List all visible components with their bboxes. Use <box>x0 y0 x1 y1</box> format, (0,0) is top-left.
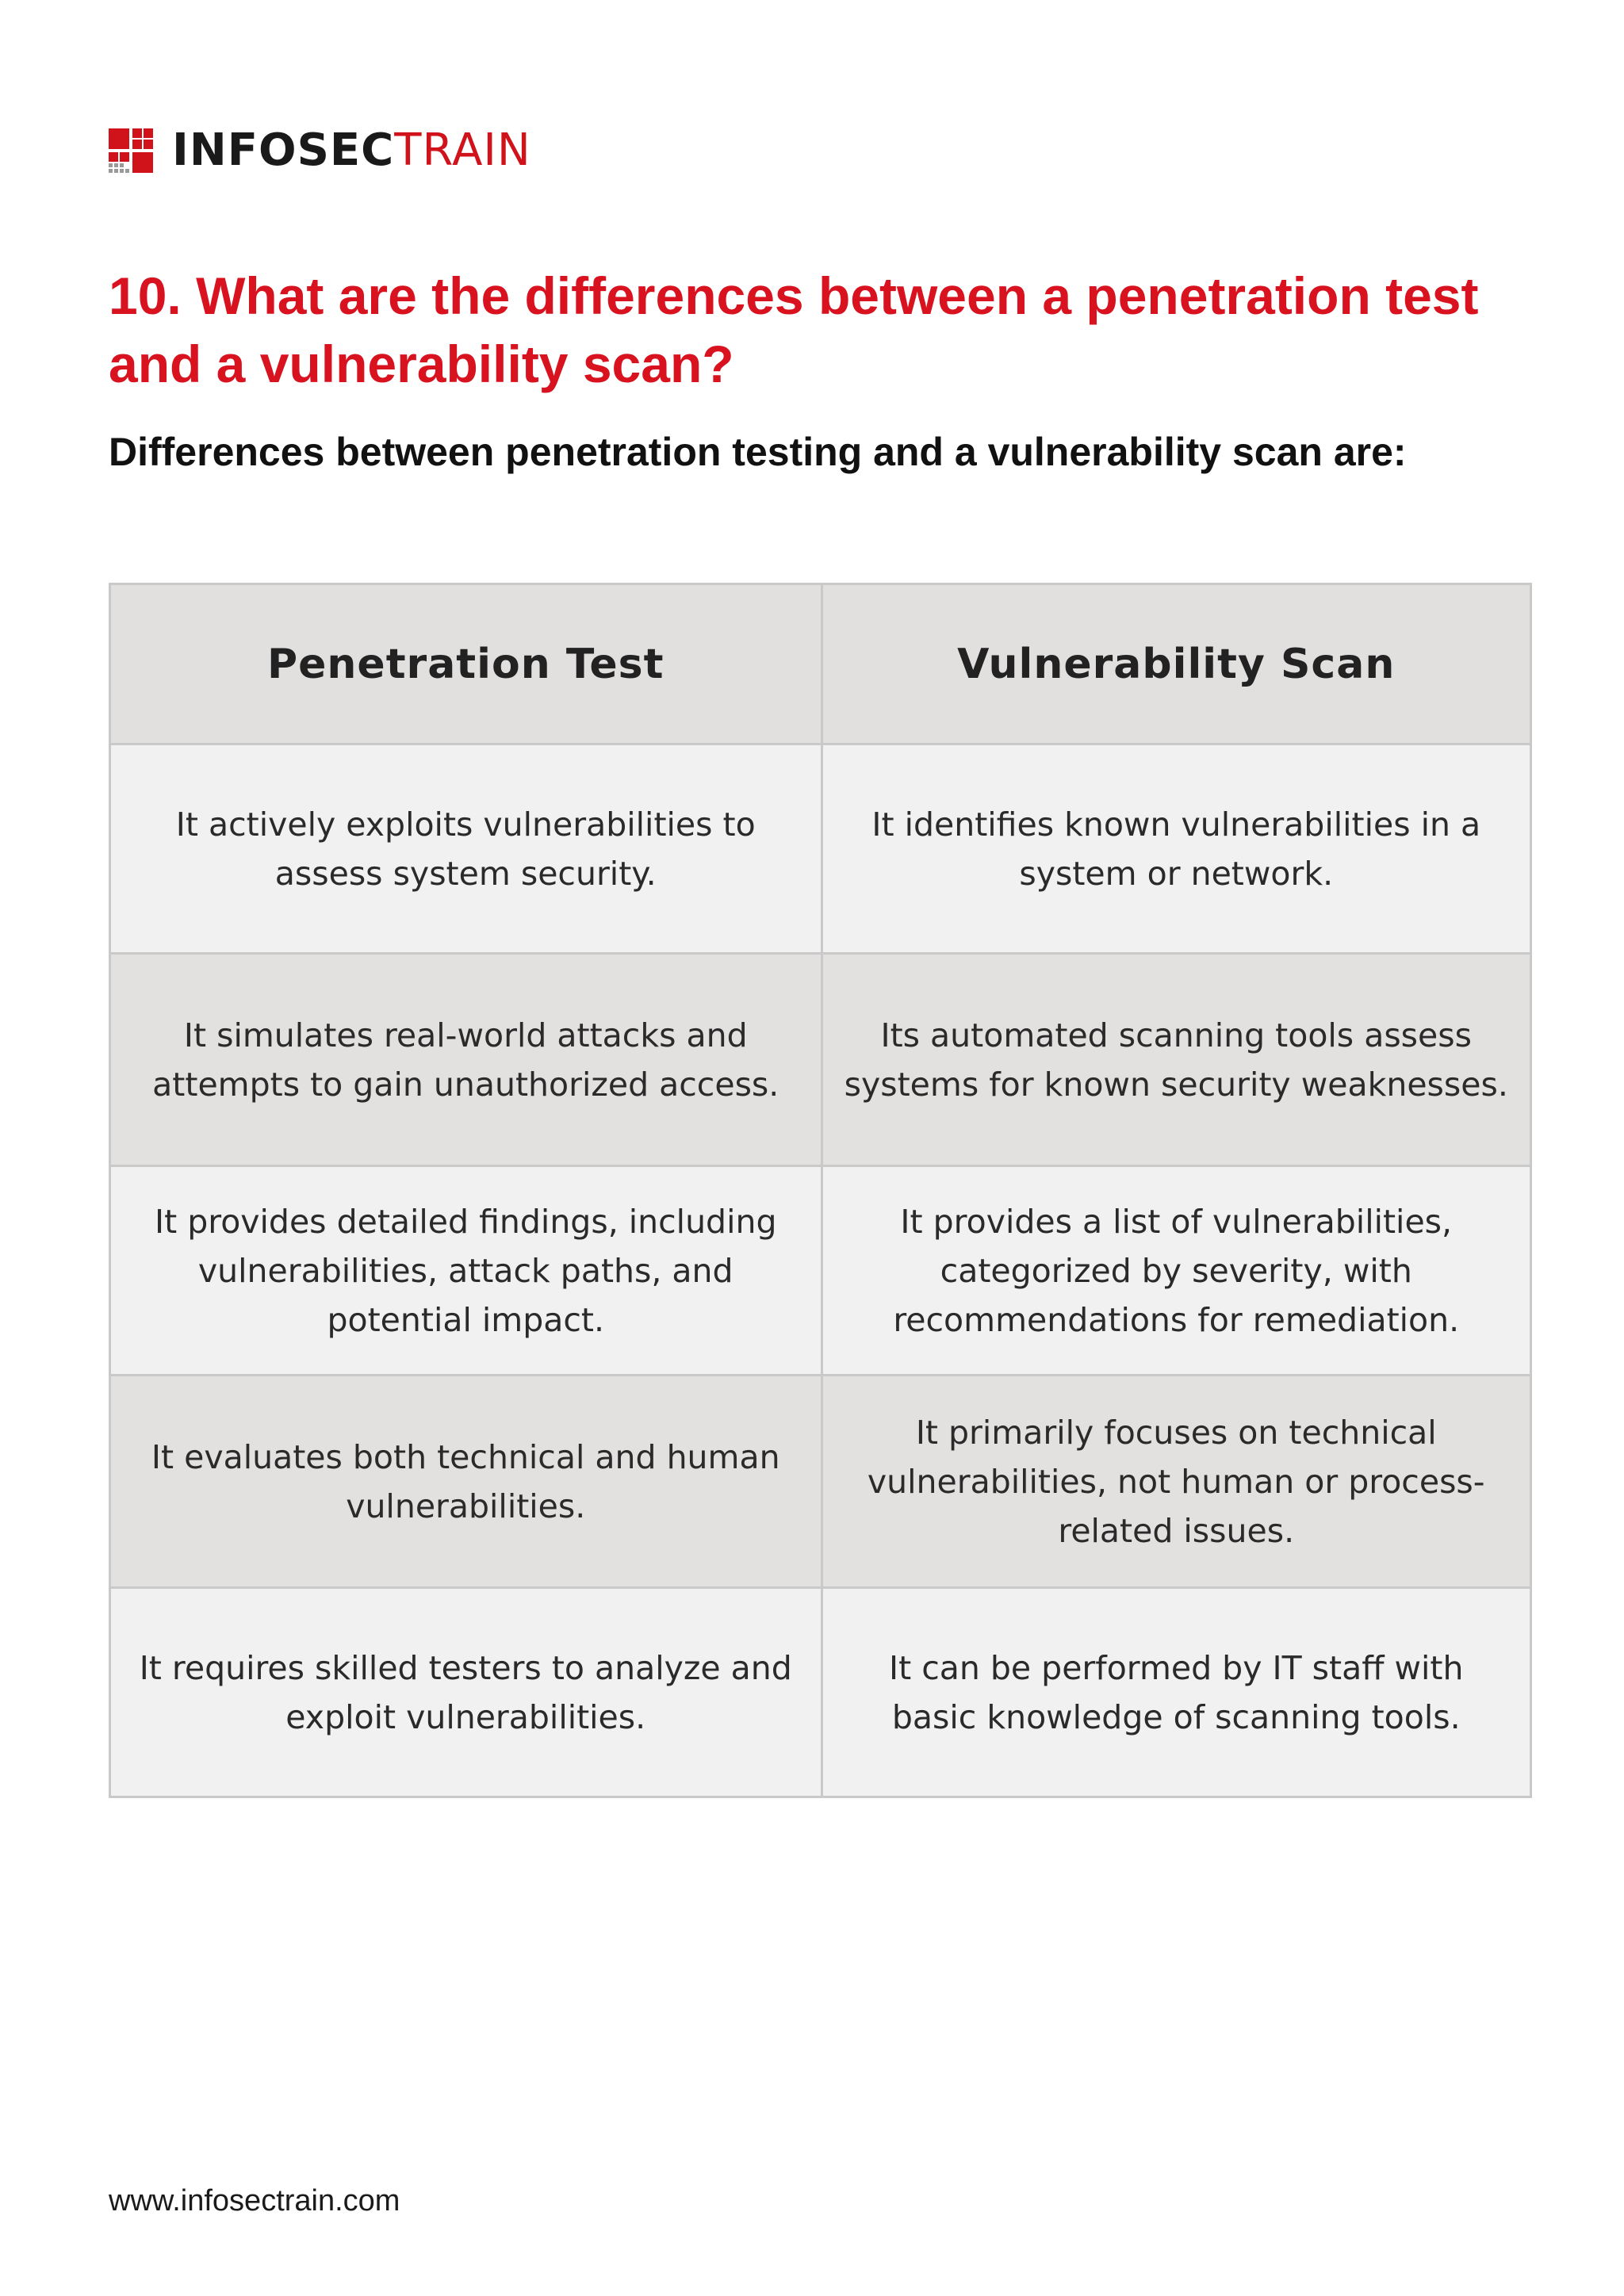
header-vulnerability-scan: Vulnerability Scan <box>821 585 1530 743</box>
intro-text: Differences between penetration testing and a vulnerability scan are: <box>109 430 1407 474</box>
comparison-table <box>109 583 1532 1798</box>
question-title: 10. What are the differences between a penetration test and a vulnerability scan? <box>109 266 1479 393</box>
logo-text-bold: INFOSEC <box>172 124 395 176</box>
table-cell: It identifies known vulnerabilities in a system or network. <box>821 745 1530 952</box>
table-cell: It provides a list of vulnerabilities, categorized by severity, with recommendations for remediation. <box>821 1167 1530 1374</box>
infosectrain-logo <box>109 124 531 176</box>
table-cell: It primarily focuses on technical vulnerabilities, not human or process-related issues. <box>821 1376 1530 1586</box>
footer-website-url: www.infosectrain.com <box>109 2184 400 2218</box>
table-row <box>111 1374 1530 1586</box>
table-cell: It can be performed by IT staff with basic knowledge of scanning tools. <box>821 1589 1530 1796</box>
table-row <box>111 743 1530 952</box>
table-cell: It requires skilled testers to analyze and exploit vulnerabilities. <box>139 1648 792 1736</box>
table-cell: It actively exploits vulnerabilities to assess system security. <box>175 805 756 893</box>
header-penetration-test: Penetration Test <box>267 640 665 688</box>
table-cell: Its automated scanning tools assess systems for known security weaknesses. <box>821 955 1530 1165</box>
table-cell: It evaluates both technical and human vulnerabilities. <box>151 1437 780 1525</box>
table-row <box>111 1586 1530 1796</box>
logo-text <box>172 124 531 176</box>
table-cell: It simulates real-world attacks and attempts to gain unauthorized access. <box>152 1016 779 1104</box>
table-header-row <box>111 583 1530 743</box>
table-row <box>111 952 1530 1165</box>
logo-text-light: TRAIN <box>394 124 531 176</box>
table-row <box>111 1165 1530 1374</box>
logo-grid-icon <box>109 128 153 173</box>
table-cell: It provides detailed findings, including vulnerabilities, attack paths, and potential impact. <box>155 1202 777 1339</box>
